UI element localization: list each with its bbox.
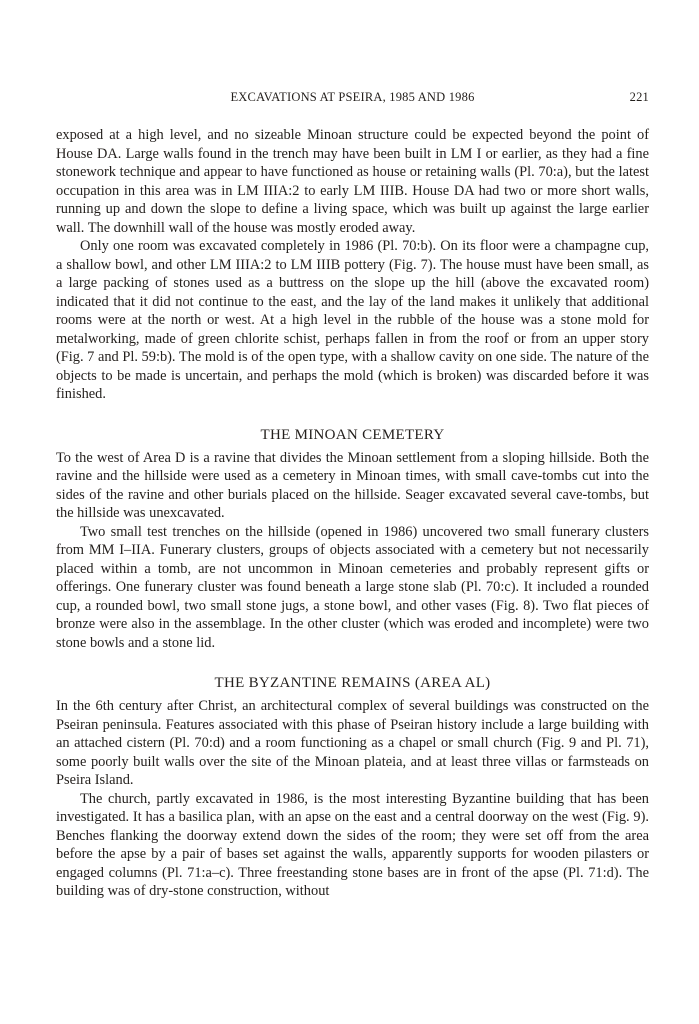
paragraph-house-da-walls: exposed at a high level, and no sizeable Minoan structure could be expected beyond the point of House DA. Large walls found in the trench may have been built in LM I or earlier, as they had a fine stonework technique and appear to have functioned as house or retaining walls (Pl. 70:a), but the latest occupation in this area was in LM IIIA:2 to early LM IIIB. House DA had two or more short walls, running up and down the slope to define a living space, which was built up against the large earlier wall. The downhill wall of the house was mostly eroded away. [56,127,649,236]
paragraph-house-da-room: Only one room was excavated completely in 1986 (Pl. 70:b). On its floor were a champagne cup, a shallow bowl, and other LM IIIA:2 to LM IIIB pottery (Fig. 7). The house must have been small, as a large packing of stones used as a buttress on the slope up the hill (above the excavated room) indicated that it did not continue to the east, and the lay of the land makes it unlikely that additional rooms were at the north or west. At a high level in the rubble of the house was a stone mold for metalworking, made of green chlorite schist, perhaps fallen in from the roof or from an upper story (Fig. 7 and Pl. 59:b). The mold is of the open type, with a shallow cavity on one side. The nature of the objects to be made is uncertain, and perhaps the mold (which is broken) was discarded before it was finished. [56,238,649,402]
paragraph-church: The church, partly excavated in 1986, is the most interesting Byzantine building that has been investigated. It has a basilica plan, with an apse on the east and a central doorway on the west (Fig. 9). Benches flanking the doorway extend down the sides of the room; they were set off from the area before the apse by a pair of bases set against the walls, apparently supports for wooden pilasters or engaged columns (Pl. 71:a–c). Three freestanding stone bases are in front of the apse (Pl. 71:d). The building was of dry-stone construction, without [56,790,649,899]
page [56,90,649,901]
section-heading-cemetery: THE MINOAN CEMETERY [260,426,445,443]
page-number: 221 [629,90,649,104]
paragraph-funerary-clusters: Two small test trenches on the hillside (opened in 1986) uncovered two small funerary clusters from MM I–IIA. Funerary clusters, groups of objects associated with a cemetery but not necessarily placed within a tomb, are not uncommon in Minoan cemeteries and probably represent gifts or offerings. One funerary cluster was found beneath a large stone slab (Pl. 70:c). It included a rounded cup, a rounded bowl, two small stone jugs, a stone bowl, and other vases (Fig. 8). Two flat pieces of bronze were also in the assemblage. In the other cluster (which was eroded and incomplete) were two stone bowls and a stone lid. [56,523,649,651]
running-head [56,90,649,110]
paragraph-byzantine-complex: In the 6th century after Christ, an architectural complex of several buildings was constructed on the Pseiran peninsula. Features associated with this phase of Pseiran history include a large building with an attached cistern (Pl. 70:d) and a room functioning as a chapel or small church (Fig. 9 and Pl. 71), some poorly built walls over the site of the Minoan plateia, and at least three villas or farmsteads on Pseira Island. [56,698,649,788]
running-title: EXCAVATIONS AT PSEIRA, 1985 AND 1986 [230,90,475,104]
section-heading-byzantine: THE BYZANTINE REMAINS (AREA AL) [214,675,491,691]
paragraph-cemetery-ravine: To the west of Area D is a ravine that divides the Minoan settlement from a sloping hillside. Both the ravine and the hillside were used as a cemetery in Minoan times, with small cave-tombs cut into the sides of the ravine and other burials placed on the hillside. Seager excavated several cave-tombs, but the hillside was unexcavated. [56,449,649,521]
